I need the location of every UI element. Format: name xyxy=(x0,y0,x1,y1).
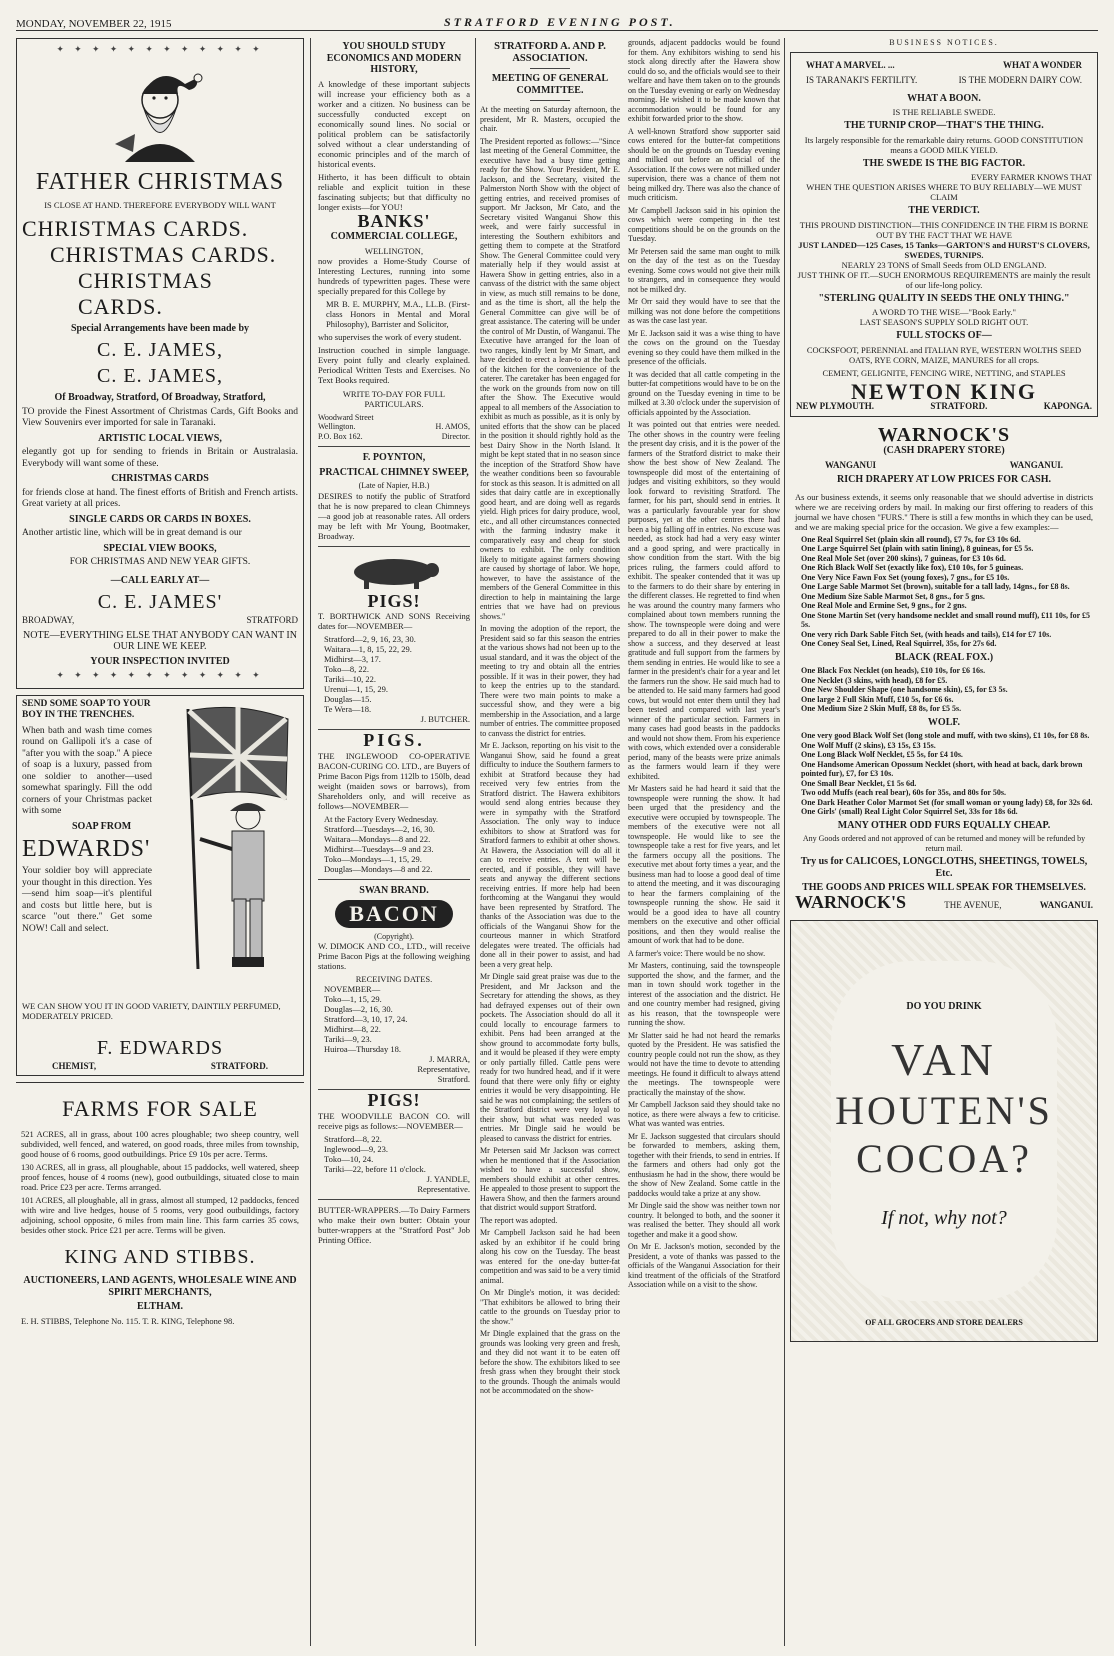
big-factor: THE SWEDE IS THE BIG FACTOR. xyxy=(862,157,1026,169)
cocoa-van: VAN xyxy=(891,1033,997,1085)
article-title: STRATFORD A. AND P. ASSOCIATION. xyxy=(494,41,606,64)
warnocks-title: WARNOCK'S xyxy=(877,423,1011,446)
edwards-brand: EDWARDS' xyxy=(22,836,151,862)
full-stocks: FULL STOCKS OF— xyxy=(896,330,992,341)
list-item: One New Shoulder Shape (one handsome skin), £5, for £3 5s. xyxy=(801,685,1008,694)
shop-street: BROADWAY, xyxy=(22,615,75,625)
column-3 xyxy=(480,38,620,1646)
inglewood-dates xyxy=(318,814,470,874)
wolf-list xyxy=(795,731,1093,817)
sterling-quality: "STERLING QUALITY IN SEEDS THE ONLY THING." xyxy=(818,292,1070,304)
list-item: Stratford—2, 9, 16, 23, 30. xyxy=(324,634,416,644)
list-item: At the Factory Every Wednesday. xyxy=(324,813,439,824)
just-landed: JUST LANDED—125 Cases, 15 Tanks—GARTON'S and HURST'S CLOVERS, SWEDES, TURNIPS. xyxy=(798,239,1090,260)
town-right: WANGANUI. xyxy=(1009,459,1063,470)
all-grocers: OF ALL GROCERS AND STORE DEALERS xyxy=(865,1317,1023,1327)
soap-heading-1: SEND SOME SOAP TO YOUR xyxy=(22,698,151,709)
list-item: Huiroa—Thursday 18. xyxy=(324,1044,401,1054)
pigs-heading-2: PIGS. xyxy=(363,730,425,750)
article-body-part-2 xyxy=(628,38,780,1290)
college-title: COMMERCIAL COLLEGE, xyxy=(330,231,458,242)
edwards-town: STRATFORD. xyxy=(210,1060,268,1071)
king-stibbs-desc: AUCTIONEERS, LAND AGENTS, WHOLESALE WINE AND SPIRIT MERCHANTS, xyxy=(23,1275,297,1298)
father-christmas-title: FATHER CHRISTMAS xyxy=(35,168,285,195)
cards-heading-3: CHRISTMAS CARDS. xyxy=(78,267,213,319)
list-item: NOVEMBER— xyxy=(324,984,381,994)
james-address: Of Broadway, Stratford, Of Broadway, Stratford, xyxy=(54,392,266,403)
college-street: Woodward Street xyxy=(318,412,374,422)
list-item: Two odd Muffs (each real bear), 60s for 35s, and 80s for 50s. xyxy=(801,788,1006,797)
column-5 xyxy=(790,38,1098,1646)
arrangements-line: Special Arrangements have been made by xyxy=(70,322,250,334)
list-item: One Long Black Wolf Necklet, £5 5s, for £4 10s. xyxy=(801,750,963,759)
farm-listing-3: 101 ACRES, all ploughable, all in grass, almost all stumped, 12 paddocks, fenced with wire and live hedges, house of 5 rooms, very good outbuildings, factory adjoining, school opposite, 6 miles from main line. This farm carries 35 cows, besides other stock. Price £21 per acre. Terms will be given. xyxy=(21,1195,299,1235)
king-stibbs-title: KING AND STIBBS. xyxy=(64,1246,256,1268)
warnocks-avenue: THE AVENUE, xyxy=(944,899,1002,910)
list-item: One very rich Dark Sable Fitch Set, (with heads and tails), £14 for £7 10s. xyxy=(801,629,1052,639)
bacon-logo xyxy=(318,900,470,928)
marra-title: Representative, xyxy=(417,1064,470,1074)
turnip-crop: THE TURNIP CROP—THAT'S THE THING. xyxy=(844,120,1044,131)
list-item: One Real Squirrel Set (plain skin all round), £7 7s, for £3 10s 6d. xyxy=(801,534,1021,544)
receiving-dates: RECEIVING DATES. xyxy=(355,974,433,984)
article-paragraph: Mr Campbell Jackson said they should take no notice, as there were always a few to criticise. What was wanted was entries. xyxy=(628,1100,780,1128)
list-item: One Large Squirrel Set (plain with satin lining), 8 guineas, for £5 5s. xyxy=(801,544,1034,553)
list-item: One Stone Martin Set (very handsome necklet and small round muff), £11 10s, for £5 5s. xyxy=(801,610,1091,629)
article-paragraph: Mr Dingle said the show was neither town nor country. It belonged to both, and the sooner it was realised the better. They should all work together and make it a good show. xyxy=(628,1201,780,1239)
furs-list xyxy=(795,535,1093,649)
farm-listing-1: 521 ACRES, all in grass, about 100 acres ploughable; two sheep country, well subdivided, well fenced, and watered, on good roads, three miles from township, good house of 6 rooms, good outbuildings. Price £9 10s per acre. Terms. xyxy=(21,1129,299,1159)
college-city: WELLINGTON, xyxy=(364,245,424,256)
list-item: Tariki—10, 22. xyxy=(324,674,377,684)
list-item: One large 2 Full Skin Muff, £10 5s, for £6 6s. xyxy=(801,694,954,704)
article-paragraph: Mr E. Jackson suggested that circulars should be forwarded to members, asking them, together with their friends, to send in entries. If the farmers and others had only got the enthusiasm he had in the show, there would be the show of New Zealand. Some cattle in the paddocks would take a prize at any show. xyxy=(628,1131,780,1198)
goods-speak: THE GOODS AND PRICES WILL SPEAK FOR THEMSELVES. xyxy=(802,882,1086,893)
butter-wrappers-ad: BUTTER-WRAPPERS.—To Dairy Farmers who make their own butter: Obtain your butter-wrappers at the "Stratford Post" Job Printing Office. xyxy=(318,1204,470,1245)
newton-king-towns xyxy=(796,401,1092,413)
list-item: Stratford—8, 22. xyxy=(324,1133,382,1144)
article-paragraph: Mr Campbell Jackson said in his opinion the cows which were competing in the test competitions should be on the grounds on the Tuesday. xyxy=(628,205,780,243)
banks-title: BANKS' xyxy=(357,210,431,231)
list-item: One Very Nice Fawn Fox Set (young foxes), 7 gns., for £5 10s. xyxy=(801,572,1010,582)
woodville-para: THE WOODVILLE BACON CO. will receive pigs as follows:—NOVEMBER— xyxy=(318,1110,470,1131)
pigs-heading-3: PIGS! xyxy=(367,1090,421,1110)
list-item: One Black Fox Necklet (on heads), £10 10s, for £6 16s. xyxy=(801,666,986,675)
swan-brand: SWAN BRAND. xyxy=(359,884,429,896)
marvel-right: WHAT A WONDER xyxy=(1002,59,1082,70)
warnocks-town: WANGANUI. xyxy=(1039,899,1093,910)
list-item: Tariki—22, before 11 o'clock. xyxy=(324,1163,426,1174)
james-name-1: C. E. JAMES, xyxy=(97,339,223,361)
shop-address-row xyxy=(22,615,298,627)
farms-title: FARMS FOR SALE xyxy=(62,1096,258,1121)
edwards-address-row xyxy=(22,1061,298,1073)
cocoa-word: COCOA? xyxy=(856,1135,1032,1181)
list-item: One Medium Size 2 Skin Muff, £8 8s, for £5 5s. xyxy=(801,704,962,713)
copyright: (Copyright). xyxy=(374,931,414,941)
list-item: Waitara—1, 8, 15, 22, 29. xyxy=(324,644,412,654)
sweep-origin: (Late of Napier, H.B.) xyxy=(358,481,430,490)
list-item: One Handsome American Opossum Necklet (short, with head at back, dark brown pointed fur), £7, for £3 10s. xyxy=(801,759,1083,778)
amos-title: Director. xyxy=(441,431,470,441)
article-paragraph: In moving the adoption of the report, the President said so far this season the entries at the various shows had not been up to the usual standard, and it was the object of the meeting to try and obtain all the entries possible. If it was in their power, they had to keep the entries up to the standard. There were two main points to make a successful show, and they were a big membership in the Association, and a large number of entries. The committee proposed to canvass the district for entries. xyxy=(480,624,620,738)
bacon-word: BACON xyxy=(335,900,452,928)
college-para-2: who supervises the work of every student. xyxy=(318,331,462,342)
town-new-plymouth: NEW PLYMOUTH. xyxy=(796,401,875,411)
article-paragraph: Mr Dingle said great praise was due to the President, and Mr Jackson and the Secretary for attending the shows, as they had defrayed expenses out of their own pockets. The Association should do all it could locally to encourage farmers to exhibit. Pens had been arranged at the show ground to accommodate forty bulls, and it would be pleased if they were empty or only partially filled. Cattle pens were ready for two hundred head, and if it were found that there were only fifty or eighty entries it would be very disappointing. He said he was not complaining; the settlers of the Stratford district were very loyal to their show, but what was needed was entries. Mr Dingle said he would be pleased to canvass the district for entries. xyxy=(480,972,620,1143)
article-paragraph: Mr Dingle explained that the grass on the grounds was looking very green and fresh, and they did not want it to be eaten off before the show. The exhibitors liked to see fresh grass when they brought their stock to the grounds. Though the animals would not be accommodated on the show- xyxy=(480,1329,620,1395)
list-item: Stratford—Tuesdays—2, 16, 30. xyxy=(324,823,435,834)
fertility-left: IS TARANAKI'S FERTILITY. xyxy=(806,75,918,85)
cards-heading-2: CHRISTMAS CARDS. xyxy=(50,241,277,267)
sweep-title: PRACTICAL CHIMNEY SWEEP, xyxy=(319,466,469,478)
xmas-para-2: elegantly got up for sending to friends in Britain or Australasia. Everybody will want some of these. xyxy=(22,447,298,469)
view-books-heading: SPECIAL VIEW BOOKS, xyxy=(103,542,217,554)
woodville-dates xyxy=(318,1134,470,1174)
xmas-para-4: Another artistic line, which will be in great demand is our xyxy=(22,528,242,538)
column-rule xyxy=(310,38,311,1646)
shop-town: STRATFORD xyxy=(246,615,298,625)
article-paragraph: Mr E. Jackson said it was a wise thing to have the cows on the ground on the Tuesday evening so they could have them milked in the presence of the officials. xyxy=(628,328,780,366)
article-body-part-1 xyxy=(480,105,620,1396)
article-paragraph: The President reported as follows:—"Since last meeting of the General Committee, the executive have had a busy time getting ready for the Show. Your President, Mr E. Jackson, and the Secretary, visited the Palmerston North Show with the object of getting entries, and received promises of support. Mr Jackson, Mr Cato, and the Secretary visited Wanganui Show this week, and were fairly successful in interesting the Southern exhibitors and getting them to compete at the Stratford Show. The General Committee could very materially help if they would assist at Hawera Show in getting entries, also in a canvass of the district with the same object in view, as much still remains to be done, and as the time is short, all the help the General Committee can give will be of great assistance. The catering will be under the control of Mr Dustin, of Wanganui. The Executive have arranged for the loan of two ranges, kindly lent by Mr Smart, and have decided to erect a lean-to at the back of the kitchen for the convenience of the caterer. The caretaker has been engaged for the work on the grounds from now on till after the Show. The Executive would appeal to all members of the Association to exhibit as much as possible, as it is only by united efforts that the show can be placed in the position it should rightly hold as the best Dairy Show in the North Island. It might be kept stated that in no season since the inception of the Stratford Show have the weather conditions been so favourable for stock as this season. It is admitted on all sides that dairy cattle are in exceptionally good heart, and are doing well as regards yield. High prices for dairy produce, wool, etc., and all other circumstances connected with the farming industry make it comparatively easy and cheap for stock owners to exhibit. The only condition likely to mitigate against farmers showing are caused by shortage of labor. We hope, however, to have the assistance of the members of the General Committee in this direction to help in maintaining the large entries that we have had on previous shows." xyxy=(480,136,620,621)
warnocks-footer xyxy=(795,891,1093,912)
list-item: One very good Black Wolf Set (long stole and muff, with two skins), £1 10s, for £8 8s. xyxy=(801,731,1090,740)
james-name-2: C. E. JAMES, xyxy=(97,365,223,387)
rich-drapery: RICH DRAPERY AT LOW PRICES FOR CASH. xyxy=(836,474,1052,485)
cards-heading-1: CHRISTMAS CARDS. xyxy=(22,215,249,241)
many-furs: MANY OTHER ODD FURS EQUALLY CHEAP. xyxy=(837,819,1051,831)
murphy-credentials: MR B. E. MURPHY, M.A., LL.B. (First-class Honors in Mental and Moral Philosophy), Barrister and Solicitor, xyxy=(326,298,470,329)
article-paragraph: At the meeting on Saturday afternoon, the president, Mr R. Masters, occupied the chair. xyxy=(480,105,620,133)
list-item: Toko—1, 15, 29. xyxy=(324,994,382,1004)
list-item: Inglewood—9, 23. xyxy=(324,1143,388,1154)
seeds-list: COCKSFOOT, PERENNIAL and ITALIAN RYE, WESTERN WOLTHS SEED OATS, RYE CORN, MAIZE, MANURES for all crops. xyxy=(806,344,1082,365)
column-rule xyxy=(475,38,476,1646)
question-line: WHEN THE QUESTION ARISES WHERE TO BUY RELIABLY—WE MUST CLAIM xyxy=(806,182,1082,202)
column-4 xyxy=(628,38,780,1646)
every-farmer: EVERY FARMER KNOWS THAT xyxy=(971,172,1092,182)
article-paragraph: Mr E. Jackson, reporting on his visit to the Wanganui Show, said he found a great difficulty to induce the Southern farmers to exhibit at Stratford because they had received very few entries from the Stratford district. The Hawera exhibitors would send along entries because they were in sympathy with the Stratford Association. The only way to induce exhibitors to show at Stratford was for Stratford farmers to exhibit at other shows. At Hawera, the Association will do all it can to receive entries. A tent will be erected, and if possible, they will have seats and anyway the different sections receiving entries. If more help had been forthcoming at the Wanganui they would have been represented by Stratford. The thanks of the Association was due to the officials of the Wanganui Show for the courteous manner in which Stratford delegates were treated. The officials had done all in their power to assist, and had been a very great help. xyxy=(480,741,620,969)
list-item: Douglas—Mondays—8 and 22. xyxy=(324,863,433,874)
king-stibbs-town: ELTHAM. xyxy=(136,1301,184,1312)
economics-para-1: A knowledge of these important subjects will increase your efficiency both as a worker and a citizen. No business can be successfully conducted except on economically sound lines. No social or political problem can be satisfactorily solved without a clear understanding of economic principles and of the march of historical events. xyxy=(318,78,470,169)
soap-ad xyxy=(16,695,304,1077)
christmas-cards-heading: CHRISTMAS CARDS xyxy=(111,473,209,484)
yandle-name: J. YANDLE, xyxy=(426,1173,470,1184)
masthead: STRATFORD EVENING POST. xyxy=(443,15,676,29)
santa-illustration xyxy=(105,64,215,164)
poynton-name: F. POYNTON, xyxy=(362,452,426,463)
warnocks-ad xyxy=(790,423,1098,915)
college-wellington: Wellington. xyxy=(318,422,356,431)
article-paragraph: Mr Orr said they would have to see that the milking was not done before the competitions as was the case last year. xyxy=(628,297,780,325)
van-houtens-cocoa-ad xyxy=(790,920,1098,1342)
list-item: Midhirst—3, 17. xyxy=(324,654,381,664)
warnocks-sign: WARNOCK'S xyxy=(795,891,907,912)
wolf-heading: WOLF. xyxy=(927,716,961,728)
soap-para-2: Your soldier boy will appreciate your thought in this direction. Yes—send him soap—it's plentiful and costs but little here, but is scarce "out there." Get some NOW! Call and select. xyxy=(22,866,152,934)
issue-date: MONDAY, NOVEMBER 22, 1915 xyxy=(16,18,172,30)
college-address-1 xyxy=(318,413,470,423)
if-not-why-not: If not, why not? xyxy=(881,1206,1007,1229)
list-item: One Real Mole and Ermine Set, 9 gns., for 2 gns. xyxy=(801,601,967,610)
college-address-3 xyxy=(318,432,470,442)
warnocks-subtitle: (CASH DRAPERY STORE) xyxy=(883,445,1005,456)
cocoa-houtens: HOUTEN'S xyxy=(835,1087,1053,1133)
soap-para-1: When bath and wash time comes round on Gallipoli it's a case of "after you with the soap." A piece of soap is a luxury, passed from one soldier to another—used somewhat sparingly. Fill the odd corners of your Christmas packet with some xyxy=(22,725,152,816)
do-you-drink: DO YOU DRINK xyxy=(906,1001,982,1012)
marra-town: Stratford. xyxy=(437,1074,470,1084)
think-line: JUST THINK OF IT.—SUCH ENORMOUS REQUIREMENTS are mainly the result of our life-long policy. xyxy=(797,269,1091,290)
article-paragraph: A farmer's voice: There would be no show. xyxy=(628,948,766,958)
list-item: One Large Sable Marmot Set (brown), suitable for a tall lady, 14gns., for £8 8s. xyxy=(801,582,1070,591)
article-paragraph: On Mr Dingle's motion, it was decided: "That exhibitors be allowed to bring their cattle to the grounds on Tuesday prior to the show." xyxy=(480,1288,620,1326)
note-line: NOTE—EVERYTHING ELSE THAT ANYBODY CAN WANT IN OUR LINE WE KEEP. xyxy=(23,629,297,652)
cocoa-panel xyxy=(831,961,1057,1301)
write-today: WRITE TO-DAY FOR FULL PARTICULARS. xyxy=(342,388,446,409)
list-item: Toko—8, 22. xyxy=(324,664,369,674)
borthwick-dates xyxy=(318,634,470,714)
town-kaponga: KAPONGA. xyxy=(1043,401,1092,411)
call-early: —CALL EARLY AT— xyxy=(110,574,210,586)
dimock-para: W. DIMOCK AND CO., LTD., will receive Prime Bacon Pigs at the following weighing stations. xyxy=(318,941,470,971)
proud-line: THIS PROUND DISTINCTION—THIS CONFIDENCE IN THE FIRM IS BORNE OUT BY THE FACT THAT WE HAVE xyxy=(799,219,1089,240)
article-paragraph: On Mr E. Jackson's motion, seconded by the President, a vote of thanks was passed to the officials of the Wanganui Association for their kind treatment of the officials of the Stratford Association while on a visit to the show. xyxy=(628,1242,780,1289)
borthwick-para: T. BORTHWICK AND SONS Receiving dates for—NOVEMBER— xyxy=(318,611,470,631)
town-stratford: STRATFORD. xyxy=(930,401,988,411)
hardware-list: CEMENT, GELIGNITE, FENCING WIRE, NETTING, and STAPLES xyxy=(822,367,1066,378)
list-item: One Real Mole Set (over 200 skins), 7 guineas, for £3 10s 6d. xyxy=(801,553,1006,563)
economics-para-2: Hitherto, it has been difficult to obtain reliable and explicit tuition in these fascinating subjects; but that difficulty no longer exists—for YOU! xyxy=(318,171,470,212)
town-left: WANGANUI xyxy=(825,459,877,470)
list-item: Urenui—1, 15, 29. xyxy=(324,684,388,694)
list-item: One Wolf Muff (2 skins), £3 15s, £3 15s. xyxy=(801,740,936,750)
try-us-line: Try us for CALICOES, LONGCLOTHS, SHEETINGS, TOWELS, Etc. xyxy=(800,856,1088,879)
list-item: Tariki—9, 23. xyxy=(324,1034,372,1044)
single-cards-heading: SINGLE CARDS OR CARDS IN BOXES. xyxy=(69,513,251,525)
marvel-left: WHAT A MARVEL. ... xyxy=(806,59,895,70)
college-para-1: now provides a Home-Study Course of Interesting Lectures, running into some hundreds of typewritten pages. These were specially prepared for this College by xyxy=(318,255,470,296)
list-item: Midhirst—Tuesdays—9 and 23. xyxy=(324,843,434,854)
boon: WHAT A BOON. xyxy=(907,92,981,104)
article-paragraph: It was pointed out that entries were needed. The other shows in the country were feeling the present day crisis, and it is the power of the farmers of the Stratford district to make their show the best show of New Zealand. The townspeople did most of the entertaining of judges and visiting exhibitors, so they would look forward to revisiting Stratford. The farmer, for his part, should send in entries. It was a particularly favourable year for show purposes, yet at the other centres there had been a big falling off in entries. No excuse was needed, as stock had had a very easy winter and a good spring, and were practically in show condition from the start. With the big prices ruling, the farmers could afford to exhibit. The speaker contended that it was up to the farmers to do their share by entering in the different classes. He regretted to find when he was around the country many farmers who complained about town members running the show. The townspeople were doing and were prepared to do all in their power to make the show a success, and they deserved at least gratitude and full support from the farmers by them sending in entries. He would like to see a farmer in the president's chair for a year and let the farmers run the show. He said much had to be attended to. He said many farmers had good cows, but would not enter them until they had been tested and compared with last year's winner of the particular section. Farmers in many cases had good beasts in the paddocks and would not show them. From his experience with cows, which extended over a considerable period, many of the beasts were prize animals as the farmers would learn if they were exhibited. xyxy=(628,420,780,781)
article-paragraph: Mr Slatter said he had not heard the remarks quoted by the President. He was satisfied the country people could not run the show, as they would not have the time to devote to attending meetings. He found it difficult to always attend the meetings. The townspeople were practically the mainstay of the show. xyxy=(628,1030,780,1097)
xmas-subtitle: IS CLOSE AT HAND. THEREFORE EVERYBODY WILL WANT xyxy=(44,199,276,210)
inglewood-para: THE INGLEWOOD CO-OPERATIVE BACON-CURING CO. LTD., are Buyers of Prime Bacon Pigs from 112lb to 150lb, dead weight (maiden sows or barrows), from Shareholders only, and will receive as follows—NOVEMBER— xyxy=(318,750,470,811)
list-item: Toko—Mondays—1, 15, 29. xyxy=(324,853,422,864)
ornament-border: ✦ ✦ ✦ ✦ ✦ ✦ ✦ ✦ ✦ ✦ ✦ ✦ xyxy=(56,670,264,680)
article-paragraph: Mr Campbell Jackson said he had been asked by an exhibitor if he could bring along his cow on the Tuesday. The beast was entered for the one-day butter-fat competition and was said to be a very timid animal. xyxy=(480,1228,620,1285)
fox-list xyxy=(795,666,1093,714)
article-paragraph: A well-known Stratford show supporter said cows entered for the butter-fat competitions should be on the grounds on Tuesday evening and milked out before an official of the Association. If the cows were not milked under supervision, there was a chance of them not being milked dry. There was also the chance of much criticism. xyxy=(628,126,780,202)
edwards-trade: CHEMIST, xyxy=(52,1060,97,1071)
xmas-para-5: FOR CHRISTMAS AND NEW YEAR GIFTS. xyxy=(69,557,251,567)
newton-king-title: NEWTON KING xyxy=(850,378,1037,404)
warnocks-intro: As our business extends, it seems only reasonable that we should advertise in districts where we are receiving orders by mail. In making our first offering to readers of this journal we have chosen "FURS." There is still a few months in which they can be used, and we are making special price for the occasion. We give a few examples:— xyxy=(795,491,1093,532)
king-stibbs-phones: E. H. STIBBS, Telephone No. 115. T. R. KING, Telephone 98. xyxy=(21,1315,235,1326)
returns-line: Any Goods ordered and not approved of can be returned and money will be refunded by return mail. xyxy=(802,834,1086,853)
column-1 xyxy=(16,38,304,1646)
soap-para-3: WE CAN SHOW YOU IT IN GOOD VARIETY, DAINTILY PERFUMED, MODERATELY PRICED. xyxy=(22,1000,281,1021)
edwards-name: F. EDWARDS xyxy=(96,1036,224,1059)
article-subtitle: MEETING OF GENERAL COMMITTEE. xyxy=(491,73,609,96)
inspection-invited: YOUR INSPECTION INVITED xyxy=(90,655,230,667)
reliable-swede: IS THE RELIABLE SWEDE. xyxy=(892,107,996,117)
dimock-dates xyxy=(318,984,470,1054)
column-rule xyxy=(784,38,785,1646)
soap-from: SOAP FROM xyxy=(72,820,132,832)
yandle-title: Representative. xyxy=(417,1183,470,1194)
list-item: Stratford—3, 10, 17, 24. xyxy=(324,1014,408,1024)
list-item: Waitara—Mondays—8 and 22. xyxy=(324,833,431,844)
local-views-heading: ARTISTIC LOCAL VIEWS, xyxy=(98,432,222,444)
sold-out: LAST SEASON'S SUPPLY SOLD RIGHT OUT. xyxy=(859,317,1029,327)
list-item: One Coney Seal Set, Lined, Real Squirrel, 35s, for 27s 6d. xyxy=(801,639,997,648)
list-item: One Girls' (small) Real Light Color Squirrel Set, 33s for 18s 6d. xyxy=(801,807,1018,816)
newton-king-ad xyxy=(790,52,1098,417)
college-box: P.O. Box 162. xyxy=(318,431,363,441)
list-item: One Medium Size Sable Marmot Set, 8 gns., for 5 gns. xyxy=(801,591,985,601)
fertility-row xyxy=(796,75,1092,87)
article-paragraph: Mr Masters said he had heard it said that the townspeople were running the show. It had been urged that the presidency and the executive were occupied by townspeople. The members of the executive were not all townspeople. He would like to see the townspeople take a rest for five years, and let the farmers occupy all the positions. The executive met about forty times a year, and the business man had to loose a good deal of time to attend the meeting, and it was discouraging to hear the farmers complaining of the townspeople running the show. He said it would be a good idea to have all country members on the executive and other official positions, and then they would realise the amount of work that had to be done. xyxy=(628,784,780,945)
black-fox-heading: BLACK (REAL FOX.) xyxy=(894,651,994,663)
pigs-heading-1: PIGS! xyxy=(367,590,421,611)
list-item: Toko—10, 24. xyxy=(324,1153,374,1164)
farms-for-sale-ad xyxy=(16,1082,304,1329)
ornament-border: ✦ ✦ ✦ ✦ ✦ ✦ ✦ ✦ ✦ ✦ ✦ ✦ xyxy=(56,44,264,54)
xmas-para-3: for friends close at hand. The finest efforts of British and French artists. Great variety at all prices. xyxy=(22,487,298,509)
article-paragraph: Mr Masters, continuing, said the townspeople supported the show, and the farmer, and the man in town should work together in the interest of the association and the district. He and one country member had resigned, giving as his reason, that the townspeople were running the show. xyxy=(628,961,780,1027)
responsible-line: Its largely responsible for the remarkable dairy returns. GOOD CONSTITUTION means a GOOD MILK YIELD. xyxy=(804,134,1084,155)
christmas-cards-ad xyxy=(16,38,304,689)
list-item: One Necklet (3 skins, with head), £8 for £5. xyxy=(801,675,948,685)
word-to-wise: A WORD TO THE WISE—"Book Early." xyxy=(872,307,1016,317)
article-paragraph: Mr Petersen said Mr Jackson was correct when he mentioned that if the Association wished to have a successful show, members should exhibit at other centres. He appealed to those present to support the Hawera Show, and then the farmers around that district would support Stratford. xyxy=(480,1146,620,1212)
marvel-row xyxy=(796,56,1092,76)
fertility-right: IS THE MODERN DAIRY COW. xyxy=(958,75,1082,85)
marra-name: J. MARRA, xyxy=(429,1054,470,1064)
butcher-name: J. BUTCHER. xyxy=(420,714,470,724)
list-item: Te Wera—18. xyxy=(324,704,372,714)
verdict: THE VERDICT. xyxy=(908,205,980,216)
economics-heading: YOU SHOULD STUDY ECONOMICS AND MODERN HISTORY, xyxy=(326,41,462,75)
list-item: Midhirst—8, 22. xyxy=(324,1024,381,1034)
tons-line: NEARLY 23 TONS of Small Seeds from OLD ENGLAND. xyxy=(841,259,1047,270)
list-item: One Rich Black Wolf Set (exactly like fox), £10 10s, for 5 guineas. xyxy=(801,563,1024,572)
article-paragraph: It was decided that all cattle competing in the butter-fat competitions would have to be on the ground on the Tuesday evening in time to be milked at 3.30 o'clock under the supervision of officials appointed by the Association. xyxy=(628,369,780,417)
farm-listing-2: 130 ACRES, all in grass, all ploughable, about 15 paddocks, well watered, sheep proof fences, house of 4 rooms (new), good outbuildings, situated close to main road. Price £23 per acre. Terms arranged. xyxy=(21,1162,299,1192)
amos-name: H. AMOS, xyxy=(435,422,470,431)
list-item: Douglas—15. xyxy=(324,694,372,704)
soldier-with-flag-illustration xyxy=(158,699,298,989)
warnocks-towns xyxy=(795,460,1093,472)
college-address-2 xyxy=(318,422,470,432)
article-paragraph: The report was adopted. xyxy=(480,1215,558,1225)
xmas-para-1: TO provide the Finest Assortment of Christmas Cards, Gift Books and View Souvenirs ever imported for sale in Taranaki. xyxy=(22,406,298,428)
column-2 xyxy=(318,38,470,1646)
james-shop: C. E. JAMES' xyxy=(97,591,223,613)
article-paragraph: Mr Petersen said the same man ought to milk on the day of the test as on the Tuesday evening. Some cows would not give their milk to strangers, and in consequence they would not be milked dry. xyxy=(628,246,780,294)
list-item: Douglas—2, 16, 30. xyxy=(324,1004,393,1014)
soap-heading-2: BOY IN THE TRENCHES. xyxy=(22,710,135,720)
list-item: One Dark Heather Color Marmot Set (for small woman or young lady) £8, for 32s 6d. xyxy=(801,797,1093,807)
business-notices: BUSINESS NOTICES. xyxy=(889,38,999,47)
pig-illustration xyxy=(339,552,449,592)
article-paragraph: grounds, adjacent paddocks would be found for them. Any exhibitors wishing to send his stock along directly after the Hawera show could do so, and the officials would see to their welfare and have them taken on to the grounds on the Tuesday evening or early on Wednesday morning. He wished it to be made known that accommodation would be found for any exhibit forwarded prior to the show. xyxy=(628,38,780,123)
list-item: One Small Bear Necklet, £1 5s 6d. xyxy=(801,778,917,788)
page-header xyxy=(16,8,1098,31)
sweep-para: DESIRES to notify the public of Stratford that he is now prepared to clean Chimneys—a good job at reasonable rates. All orders may be left with Mr Young, Bootmaker, Broadway. xyxy=(318,490,470,541)
college-para-3: Instruction couched in simple language. Every point fully and clearly explained. Periodical Written Tests and Exercises. No Text Books required. xyxy=(318,344,470,385)
